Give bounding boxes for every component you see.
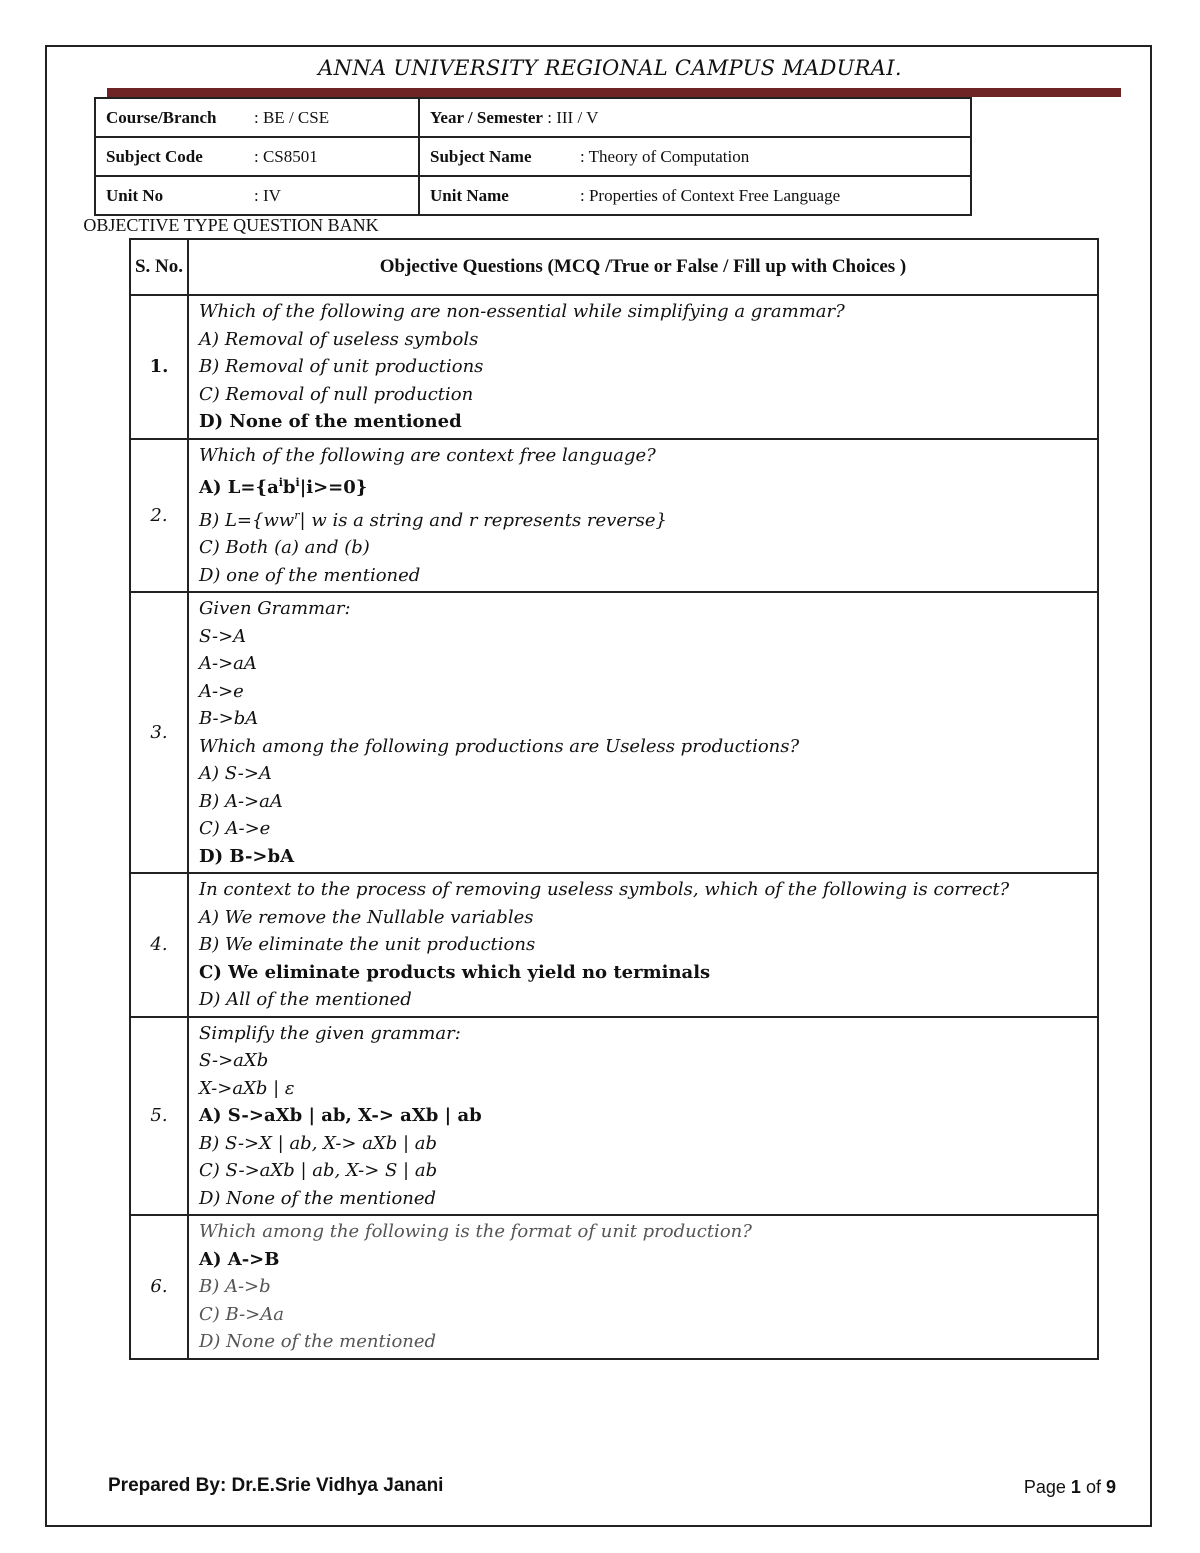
page-number: Page 1 of 9 xyxy=(1023,1477,1116,1497)
course-branch-cell: Course/Branch : BE / CSE xyxy=(95,98,419,137)
table-row xyxy=(130,592,1098,873)
question-cell: Simplify the given grammar: S->aXb X->aXb | ε A) S->aXb | ab, X-> aXb | ab B) S->X | ab, X-> aXb | ab C) S->aXb | ab, X-> S | ab D) None of the mentioned xyxy=(188,1017,1098,1216)
question-cell: In context to the process of removing useless symbols, which of the following is correct? A) We remove the Nullable variables B) We eliminate the unit productions C) We eliminate products which yield no terminals D) All of the mentioned xyxy=(188,873,1098,1017)
table-row xyxy=(130,1017,1098,1216)
table-row xyxy=(130,1215,1098,1359)
unit-name-cell: Unit Name : Properties of Context Free Language xyxy=(419,176,971,215)
question-number: 6. xyxy=(130,1215,188,1359)
col-sno-header: S. No. xyxy=(130,239,188,295)
table-row xyxy=(130,295,1098,439)
table-row xyxy=(130,439,1098,593)
question-cell: Which of the following are non-essential while simplifying a grammar? A) Removal of useless symbols B) Removal of unit productions C) Removal of null production D) None of the mentioned xyxy=(188,295,1098,439)
course-info-table xyxy=(94,97,972,216)
col-questions-header: Objective Questions (MCQ /True or False / Fill up with Choices ) xyxy=(188,239,1098,295)
question-cell: Given Grammar: S->A A->aA A->e B->bA Which among the following productions are Useless productions? A) S->A B) A->aA C) A->e D) B->bA xyxy=(188,592,1098,873)
question-bank-title: OBJECTIVE TYPE QUESTION BANK xyxy=(83,215,379,235)
question-cell: Which among the following is the format of unit production? A) A->B B) A->b C) B->Aa D) None of the mentioned xyxy=(188,1215,1098,1359)
year-semester-cell: Year / Semester : III / V xyxy=(419,98,971,137)
unit-no-cell: Unit No : IV xyxy=(95,176,419,215)
subject-code-cell: Subject Code : CS8501 xyxy=(95,137,419,176)
question-number: 3. xyxy=(130,592,188,873)
question-number: 5. xyxy=(130,1017,188,1216)
prepared-by: Prepared By: Dr.E.Srie Vidhya Janani xyxy=(108,1475,444,1496)
question-number: 4. xyxy=(130,873,188,1017)
question-number: 1. xyxy=(130,295,188,439)
question-cell: Which of the following are context free language? A) $L=\{a^ib^i|i>=0\}$ B) $L=\{ww^r|$ w is a string and r represents reverse} C) Both (a) and (b) D) one of the mentioned xyxy=(188,439,1098,593)
question-number: 2. xyxy=(130,439,188,593)
answer-option: A) $L=\{a^ib^i|i>=0\}$ xyxy=(199,476,368,498)
questions-table xyxy=(129,238,1099,1360)
answer-option: B) $L=\{ww^r|$ w is a string and r represents reverse} xyxy=(199,508,667,531)
header-rule xyxy=(107,88,1121,97)
university-title: ANNA UNIVERSITY REGIONAL CAMPUS MADURAI. xyxy=(318,56,902,80)
subject-name-cell: Subject Name : Theory of Computation xyxy=(419,137,971,176)
table-header-row xyxy=(130,239,1098,295)
table-row xyxy=(130,873,1098,1017)
